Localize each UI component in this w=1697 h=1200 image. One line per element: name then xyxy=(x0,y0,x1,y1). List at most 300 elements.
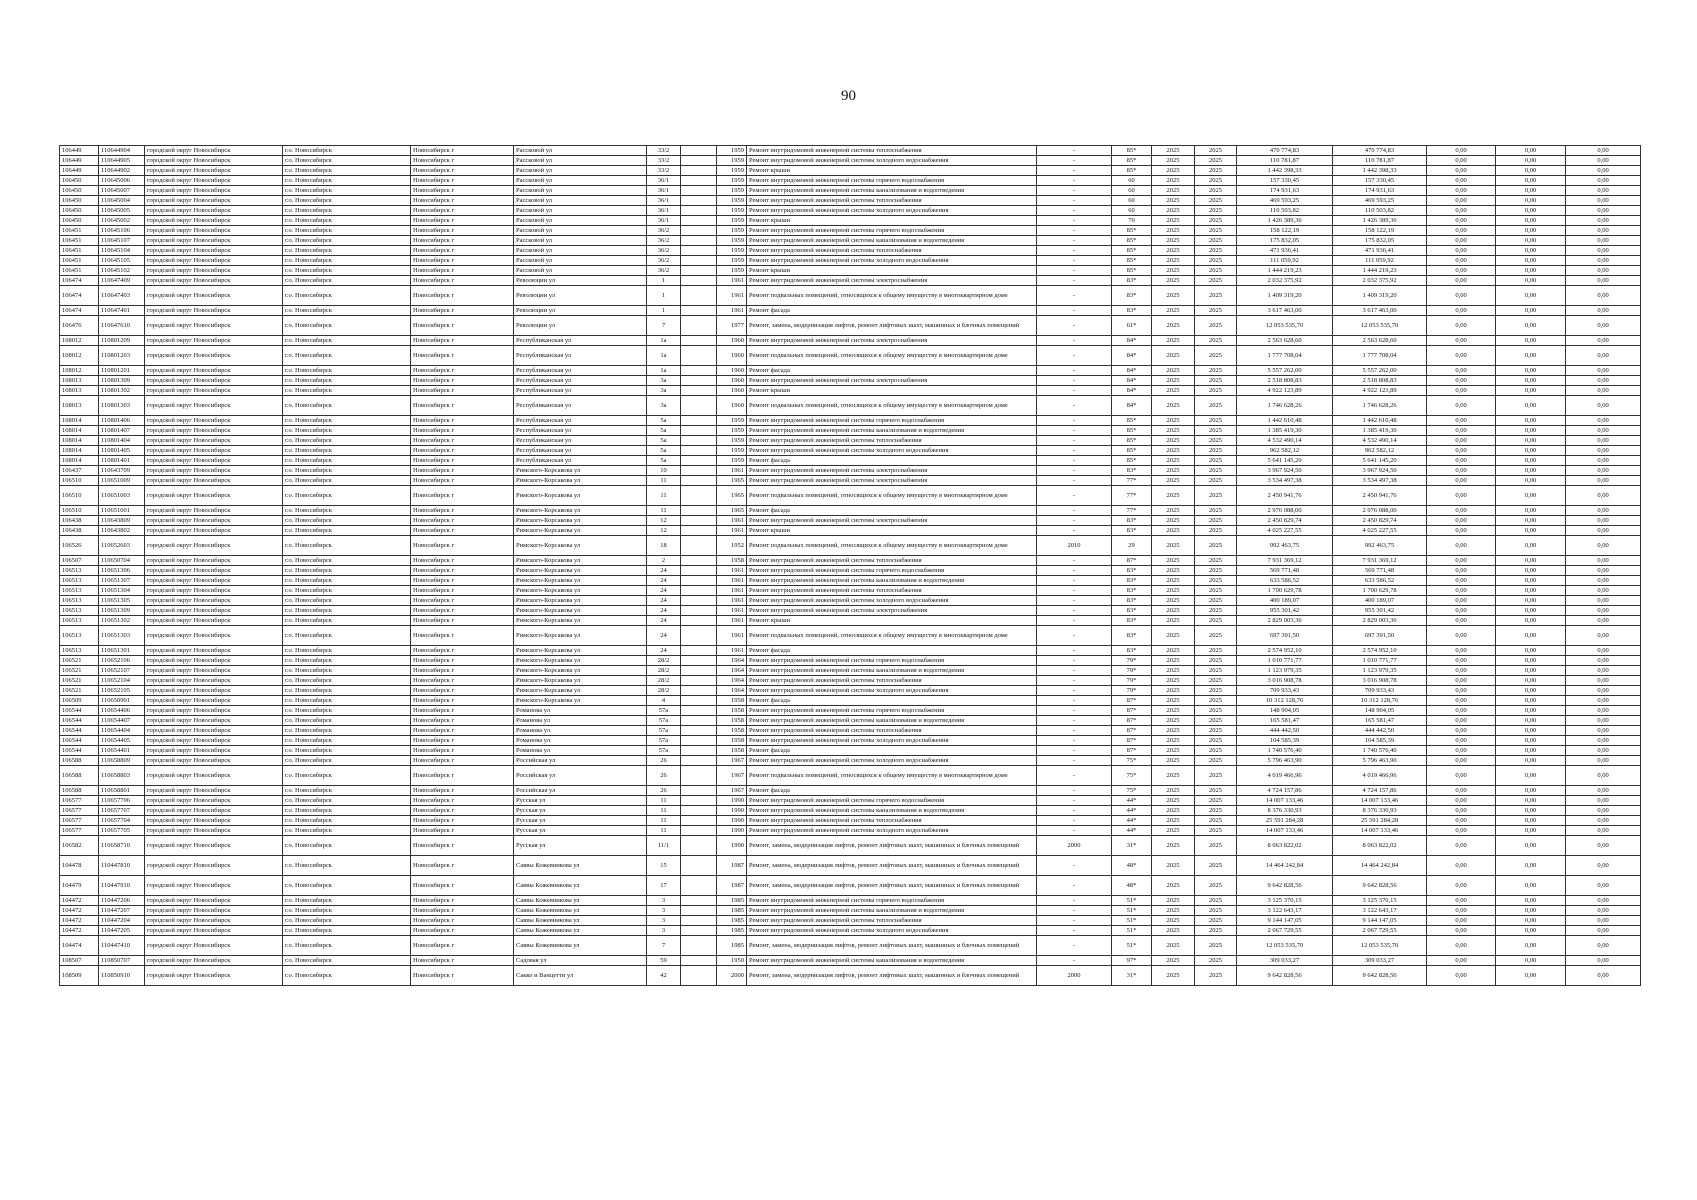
cell-total-cost: 110 503,82 xyxy=(1237,206,1333,216)
cell-plan-year-end: 2025 xyxy=(1195,666,1237,676)
cell-district: г.о. Новосибирск xyxy=(283,186,411,196)
cell-wear: 84* xyxy=(1112,366,1152,376)
cell-municipality: городской округ Новосибирск xyxy=(145,516,283,526)
cell-federal-funds: 0,00 xyxy=(1427,716,1496,726)
cell-street: Рассковой ул xyxy=(514,176,647,186)
cell-wear: 83* xyxy=(1112,616,1152,626)
cell-federal-funds: 0,00 xyxy=(1427,226,1496,236)
cell-regional-funds: 0,00 xyxy=(1496,726,1566,736)
cell-total-cost: 2 518 808,83 xyxy=(1237,376,1333,386)
cell-federal-funds: 0,00 xyxy=(1427,256,1496,266)
cell-build-year: 1959 xyxy=(717,226,747,236)
cell-city: Новосибирск г xyxy=(411,196,514,206)
cell-plan-year-start: 2025 xyxy=(1152,926,1195,936)
cell-last-repair-year: - xyxy=(1037,316,1112,336)
cell-plan-year-end: 2025 xyxy=(1195,366,1237,376)
cell-plan-year-end: 2025 xyxy=(1195,346,1237,366)
cell-city: Новосибирск г xyxy=(411,396,514,416)
cell-last-repair-year: 2010 xyxy=(1037,536,1112,556)
cell-house-number: 36/2 xyxy=(647,256,681,266)
table-row xyxy=(60,556,1641,566)
cell-last-repair-year: - xyxy=(1037,336,1112,346)
table-row xyxy=(60,416,1641,426)
cell-plan-year-start: 2025 xyxy=(1152,336,1195,346)
cell-last-repair-year: - xyxy=(1037,236,1112,246)
table-row xyxy=(60,716,1641,726)
cell-fund-cost: 10 312 128,76 xyxy=(1333,696,1427,706)
cell-extra xyxy=(681,456,717,466)
table-row xyxy=(60,276,1641,286)
cell-district: г.о. Новосибирск xyxy=(283,746,411,756)
cell-federal-funds: 0,00 xyxy=(1427,646,1496,656)
cell-plan-year-end: 2025 xyxy=(1195,646,1237,656)
cell-plan-year-end: 2025 xyxy=(1195,576,1237,586)
cell-house-id: 108014 xyxy=(60,446,99,456)
cell-house-id: 106476 xyxy=(60,316,99,336)
cell-street: Революции ул xyxy=(514,316,647,336)
cell-extra xyxy=(681,906,717,916)
cell-city: Новосибирск г xyxy=(411,856,514,876)
cell-work-id: 110644904 xyxy=(99,146,145,156)
table-row xyxy=(60,436,1641,446)
cell-city: Новосибирск г xyxy=(411,286,514,306)
cell-plan-year-end: 2025 xyxy=(1195,416,1237,426)
cell-fund-cost: 569 771,48 xyxy=(1333,566,1427,576)
cell-regional-funds: 0,00 xyxy=(1496,966,1566,986)
cell-district: г.о. Новосибирск xyxy=(283,166,411,176)
cell-regional-funds: 0,00 xyxy=(1496,306,1566,316)
cell-district: г.о. Новосибирск xyxy=(283,436,411,446)
cell-federal-funds: 0,00 xyxy=(1427,206,1496,216)
cell-plan-year-end: 2025 xyxy=(1195,686,1237,696)
cell-work-type: Ремонт, замена, модернизация лифтов, ремонт лифтовых шахт, машинных и блочных помещений xyxy=(747,836,1037,856)
cell-build-year: 1960 xyxy=(717,386,747,396)
cell-fund-cost: 1 123 979,35 xyxy=(1333,666,1427,676)
cell-plan-year-end: 2025 xyxy=(1195,286,1237,306)
cell-last-repair-year: - xyxy=(1037,506,1112,516)
cell-extra xyxy=(681,806,717,816)
cell-plan-year-start: 2025 xyxy=(1152,276,1195,286)
cell-local-funds: 0,00 xyxy=(1566,786,1641,796)
cell-wear: 85* xyxy=(1112,426,1152,436)
table-row xyxy=(60,176,1641,186)
cell-federal-funds: 0,00 xyxy=(1427,526,1496,536)
cell-plan-year-start: 2025 xyxy=(1152,686,1195,696)
table-row xyxy=(60,656,1641,666)
cell-work-type: Ремонт внутридомовой инженерной системы канализования и водоотведения xyxy=(747,576,1037,586)
cell-extra xyxy=(681,556,717,566)
cell-work-type: Ремонт подвальных помещений, относящихся к общему имуществу в многоквартирном доме xyxy=(747,286,1037,306)
cell-extra xyxy=(681,476,717,486)
cell-municipality: городской округ Новосибирск xyxy=(145,336,283,346)
cell-work-type: Ремонт внутридомовой инженерной системы электроснабжения xyxy=(747,516,1037,526)
cell-plan-year-start: 2025 xyxy=(1152,486,1195,506)
cell-regional-funds: 0,00 xyxy=(1496,586,1566,596)
cell-regional-funds: 0,00 xyxy=(1496,616,1566,626)
cell-regional-funds: 0,00 xyxy=(1496,656,1566,666)
cell-last-repair-year: - xyxy=(1037,786,1112,796)
cell-last-repair-year: 2000 xyxy=(1037,966,1112,986)
cell-city: Новосибирск г xyxy=(411,336,514,346)
table-row xyxy=(60,526,1641,536)
table-row xyxy=(60,516,1641,526)
cell-local-funds: 0,00 xyxy=(1566,816,1641,826)
cell-fund-cost: 3 016 908,78 xyxy=(1333,676,1427,686)
cell-work-id: 110652104 xyxy=(99,676,145,686)
table-row xyxy=(60,806,1641,816)
cell-house-number: 36/1 xyxy=(647,206,681,216)
cell-regional-funds: 0,00 xyxy=(1496,766,1566,786)
cell-plan-year-start: 2025 xyxy=(1152,586,1195,596)
cell-plan-year-end: 2025 xyxy=(1195,766,1237,786)
cell-wear: 31* xyxy=(1112,836,1152,856)
cell-local-funds: 0,00 xyxy=(1566,266,1641,276)
cell-last-repair-year: - xyxy=(1037,566,1112,576)
cell-local-funds: 0,00 xyxy=(1566,286,1641,306)
cell-wear: 84* xyxy=(1112,386,1152,396)
cell-work-type: Ремонт фасада xyxy=(747,456,1037,466)
cell-house-id: 106507 xyxy=(60,556,99,566)
table-row xyxy=(60,826,1641,836)
cell-municipality: городской округ Новосибирск xyxy=(145,386,283,396)
cell-fund-cost: 1 442 610,48 xyxy=(1333,416,1427,426)
cell-work-type: Ремонт внутридомовой инженерной системы теплоснабжения xyxy=(747,146,1037,156)
cell-work-type: Ремонт фасада xyxy=(747,506,1037,516)
cell-build-year: 1990 xyxy=(717,836,747,856)
cell-wear: 85* xyxy=(1112,416,1152,426)
cell-regional-funds: 0,00 xyxy=(1496,396,1566,416)
cell-city: Новосибирск г xyxy=(411,576,514,586)
cell-local-funds: 0,00 xyxy=(1566,436,1641,446)
cell-house-id: 108014 xyxy=(60,426,99,436)
cell-build-year: 1961 xyxy=(717,626,747,646)
cell-last-repair-year: - xyxy=(1037,746,1112,756)
cell-wear: 87* xyxy=(1112,736,1152,746)
cell-city: Новосибирск г xyxy=(411,596,514,606)
cell-work-type: Ремонт внутридомовой инженерной системы электроснабжения xyxy=(747,276,1037,286)
cell-district: г.о. Новосибирск xyxy=(283,266,411,276)
cell-city: Новосибирск г xyxy=(411,266,514,276)
cell-build-year: 1961 xyxy=(717,276,747,286)
cell-local-funds: 0,00 xyxy=(1566,656,1641,666)
cell-total-cost: 4 724 157,86 xyxy=(1237,786,1333,796)
cell-house-id: 106449 xyxy=(60,156,99,166)
cell-plan-year-start: 2025 xyxy=(1152,906,1195,916)
cell-plan-year-start: 2025 xyxy=(1152,936,1195,956)
cell-municipality: городской округ Новосибирск xyxy=(145,216,283,226)
cell-local-funds: 0,00 xyxy=(1566,426,1641,436)
cell-wear: 51* xyxy=(1112,896,1152,906)
cell-house-id: 106449 xyxy=(60,166,99,176)
cell-regional-funds: 0,00 xyxy=(1496,266,1566,276)
cell-work-type: Ремонт крыши xyxy=(747,616,1037,626)
cell-fund-cost: 471 936,41 xyxy=(1333,246,1427,256)
cell-district: г.о. Новосибирск xyxy=(283,156,411,166)
cell-municipality: городской округ Новосибирск xyxy=(145,446,283,456)
cell-wear: 87* xyxy=(1112,716,1152,726)
cell-street: Саввы Кожевникова ул xyxy=(514,926,647,936)
table-row xyxy=(60,236,1641,246)
cell-total-cost: 14 464 242,84 xyxy=(1237,856,1333,876)
cell-plan-year-start: 2025 xyxy=(1152,966,1195,986)
cell-street: Рассковой ул xyxy=(514,256,647,266)
cell-city: Новосибирск г xyxy=(411,156,514,166)
cell-plan-year-start: 2025 xyxy=(1152,816,1195,826)
cell-local-funds: 0,00 xyxy=(1566,746,1641,756)
cell-street: Рассковой ул xyxy=(514,226,647,236)
cell-plan-year-end: 2025 xyxy=(1195,376,1237,386)
cell-regional-funds: 0,00 xyxy=(1496,146,1566,156)
cell-house-number: 15 xyxy=(647,856,681,876)
cell-work-id: 110651009 xyxy=(99,476,145,486)
cell-plan-year-end: 2025 xyxy=(1195,806,1237,816)
cell-fund-cost: 4 025 227,55 xyxy=(1333,526,1427,536)
cell-district: г.о. Новосибирск xyxy=(283,556,411,566)
cell-district: г.о. Новосибирск xyxy=(283,656,411,666)
cell-last-repair-year: - xyxy=(1037,366,1112,376)
cell-build-year: 1959 xyxy=(717,206,747,216)
cell-work-id: 110650901 xyxy=(99,696,145,706)
cell-extra xyxy=(681,306,717,316)
cell-last-repair-year: - xyxy=(1037,246,1112,256)
cell-build-year: 1959 xyxy=(717,266,747,276)
cell-street: Рассковой ул xyxy=(514,246,647,256)
cell-district: г.о. Новосибирск xyxy=(283,516,411,526)
cell-district: г.о. Новосибирск xyxy=(283,726,411,736)
cell-district: г.о. Новосибирск xyxy=(283,646,411,656)
cell-city: Новосибирск г xyxy=(411,416,514,426)
cell-street: Республиканская ул xyxy=(514,436,647,446)
cell-plan-year-start: 2025 xyxy=(1152,186,1195,196)
cell-municipality: городской округ Новосибирск xyxy=(145,696,283,706)
cell-total-cost: 9 144 147,05 xyxy=(1237,916,1333,926)
cell-regional-funds: 0,00 xyxy=(1496,226,1566,236)
cell-house-id: 106474 xyxy=(60,286,99,306)
cell-last-repair-year: - xyxy=(1037,726,1112,736)
cell-last-repair-year: - xyxy=(1037,476,1112,486)
cell-plan-year-start: 2025 xyxy=(1152,386,1195,396)
cell-regional-funds: 0,00 xyxy=(1496,666,1566,676)
cell-plan-year-start: 2025 xyxy=(1152,566,1195,576)
cell-city: Новосибирск г xyxy=(411,676,514,686)
cell-district: г.о. Новосибирск xyxy=(283,276,411,286)
cell-plan-year-start: 2025 xyxy=(1152,626,1195,646)
cell-district: г.о. Новосибирск xyxy=(283,876,411,896)
cell-wear: 75* xyxy=(1112,786,1152,796)
cell-work-id: 110447910 xyxy=(99,876,145,896)
cell-house-number: 11/1 xyxy=(647,836,681,856)
cell-last-repair-year: 2000 xyxy=(1037,836,1112,856)
cell-plan-year-start: 2025 xyxy=(1152,746,1195,756)
cell-house-number: 3 xyxy=(647,896,681,906)
cell-house-id: 108012 xyxy=(60,346,99,366)
cell-fund-cost: 1 777 708,04 xyxy=(1333,346,1427,366)
cell-district: г.о. Новосибирск xyxy=(283,246,411,256)
cell-plan-year-start: 2025 xyxy=(1152,766,1195,786)
cell-total-cost: 1 746 628,26 xyxy=(1237,396,1333,416)
cell-build-year: 1964 xyxy=(717,656,747,666)
cell-federal-funds: 0,00 xyxy=(1427,746,1496,756)
cell-house-id: 106544 xyxy=(60,736,99,746)
cell-plan-year-start: 2025 xyxy=(1152,736,1195,746)
cell-work-id: 110643809 xyxy=(99,516,145,526)
cell-fund-cost: 1 746 628,26 xyxy=(1333,396,1427,416)
cell-last-repair-year: - xyxy=(1037,306,1112,316)
cell-extra xyxy=(681,826,717,836)
cell-plan-year-end: 2025 xyxy=(1195,716,1237,726)
cell-district: г.о. Новосибирск xyxy=(283,896,411,906)
cell-regional-funds: 0,00 xyxy=(1496,816,1566,826)
cell-last-repair-year: - xyxy=(1037,226,1112,236)
cell-extra xyxy=(681,746,717,756)
cell-local-funds: 0,00 xyxy=(1566,616,1641,626)
cell-federal-funds: 0,00 xyxy=(1427,786,1496,796)
cell-house-id: 106513 xyxy=(60,596,99,606)
cell-local-funds: 0,00 xyxy=(1566,316,1641,336)
cell-work-id: 110657704 xyxy=(99,816,145,826)
cell-federal-funds: 0,00 xyxy=(1427,176,1496,186)
cell-street: Рассковой ул xyxy=(514,186,647,196)
cell-federal-funds: 0,00 xyxy=(1427,556,1496,566)
cell-fund-cost: 158 122,19 xyxy=(1333,226,1427,236)
capital-repair-table-container xyxy=(59,145,1609,986)
cell-regional-funds: 0,00 xyxy=(1496,676,1566,686)
cell-wear: 51* xyxy=(1112,916,1152,926)
cell-wear: 77* xyxy=(1112,476,1152,486)
cell-wear: 75* xyxy=(1112,766,1152,786)
cell-street: Республиканская ул xyxy=(514,446,647,456)
cell-work-type: Ремонт внутридомовой инженерной системы холодного водоснабжения xyxy=(747,446,1037,456)
cell-house-id: 106510 xyxy=(60,476,99,486)
cell-build-year: 1985 xyxy=(717,916,747,926)
cell-plan-year-end: 2025 xyxy=(1195,656,1237,666)
cell-district: г.о. Новосибирск xyxy=(283,956,411,966)
cell-work-id: 110645107 xyxy=(99,236,145,246)
cell-last-repair-year: - xyxy=(1037,666,1112,676)
cell-last-repair-year: - xyxy=(1037,876,1112,896)
table-row xyxy=(60,156,1641,166)
cell-work-type: Ремонт подвальных помещений, относящихся к общему имуществу в многоквартирном доме xyxy=(747,766,1037,786)
cell-local-funds: 0,00 xyxy=(1566,666,1641,676)
cell-work-type: Ремонт фасада xyxy=(747,366,1037,376)
cell-regional-funds: 0,00 xyxy=(1496,316,1566,336)
cell-city: Новосибирск г xyxy=(411,186,514,196)
cell-total-cost: 110 781,87 xyxy=(1237,156,1333,166)
cell-street: Рассковой ул xyxy=(514,196,647,206)
cell-federal-funds: 0,00 xyxy=(1427,396,1496,416)
cell-fund-cost: 709 933,43 xyxy=(1333,686,1427,696)
cell-plan-year-end: 2025 xyxy=(1195,246,1237,256)
cell-extra xyxy=(681,446,717,456)
cell-municipality: городской округ Новосибирск xyxy=(145,166,283,176)
table-row xyxy=(60,456,1641,466)
cell-city: Новосибирск г xyxy=(411,526,514,536)
cell-house-number: 18 xyxy=(647,536,681,556)
cell-plan-year-end: 2025 xyxy=(1195,196,1237,206)
cell-house-number: 24 xyxy=(647,606,681,616)
cell-total-cost: 962 582,12 xyxy=(1237,446,1333,456)
cell-house-number: 42 xyxy=(647,966,681,986)
cell-work-type: Ремонт крыши xyxy=(747,216,1037,226)
cell-fund-cost: 157 330,45 xyxy=(1333,176,1427,186)
cell-fund-cost: 110 781,87 xyxy=(1333,156,1427,166)
cell-wear: 44* xyxy=(1112,816,1152,826)
cell-federal-funds: 0,00 xyxy=(1427,156,1496,166)
cell-work-type: Ремонт внутридомовой инженерной системы теплоснабжения xyxy=(747,586,1037,596)
cell-street: Римского-Корсакова ул xyxy=(514,506,647,516)
cell-total-cost: 2 829 003,36 xyxy=(1237,616,1333,626)
cell-federal-funds: 0,00 xyxy=(1427,676,1496,686)
cell-plan-year-end: 2025 xyxy=(1195,586,1237,596)
cell-district: г.о. Новосибирск xyxy=(283,626,411,646)
cell-last-repair-year: - xyxy=(1037,196,1112,206)
cell-plan-year-end: 2025 xyxy=(1195,526,1237,536)
cell-district: г.о. Новосибирск xyxy=(283,206,411,216)
cell-regional-funds: 0,00 xyxy=(1496,686,1566,696)
cell-extra xyxy=(681,896,717,906)
cell-house-id: 106588 xyxy=(60,756,99,766)
cell-work-type: Ремонт крыши xyxy=(747,386,1037,396)
cell-build-year: 2000 xyxy=(717,966,747,986)
cell-last-repair-year: - xyxy=(1037,926,1112,936)
cell-local-funds: 0,00 xyxy=(1566,736,1641,746)
cell-regional-funds: 0,00 xyxy=(1496,876,1566,896)
cell-city: Новосибирск г xyxy=(411,786,514,796)
cell-fund-cost: 2 450 829,74 xyxy=(1333,516,1427,526)
cell-plan-year-end: 2025 xyxy=(1195,906,1237,916)
cell-plan-year-start: 2025 xyxy=(1152,526,1195,536)
cell-regional-funds: 0,00 xyxy=(1496,486,1566,506)
cell-federal-funds: 0,00 xyxy=(1427,936,1496,956)
cell-extra xyxy=(681,726,717,736)
cell-city: Новосибирск г xyxy=(411,556,514,566)
cell-build-year: 1961 xyxy=(717,306,747,316)
cell-plan-year-start: 2025 xyxy=(1152,166,1195,176)
cell-build-year: 1990 xyxy=(717,826,747,836)
cell-local-funds: 0,00 xyxy=(1566,626,1641,646)
page-number: 90 xyxy=(841,88,856,104)
cell-fund-cost: 1 442 398,33 xyxy=(1333,166,1427,176)
cell-house-number: 3 xyxy=(647,906,681,916)
cell-extra xyxy=(681,416,717,426)
cell-house-id: 106474 xyxy=(60,306,99,316)
cell-municipality: городской округ Новосибирск xyxy=(145,956,283,966)
cell-work-id: 110801209 xyxy=(99,336,145,346)
cell-extra xyxy=(681,276,717,286)
cell-plan-year-end: 2025 xyxy=(1195,786,1237,796)
cell-wear: 85* xyxy=(1112,236,1152,246)
cell-municipality: городской округ Новосибирск xyxy=(145,366,283,376)
cell-municipality: городской округ Новосибирск xyxy=(145,346,283,366)
cell-house-id: 106521 xyxy=(60,686,99,696)
cell-municipality: городской округ Новосибирск xyxy=(145,586,283,596)
cell-plan-year-end: 2025 xyxy=(1195,616,1237,626)
cell-regional-funds: 0,00 xyxy=(1496,466,1566,476)
cell-regional-funds: 0,00 xyxy=(1496,836,1566,856)
cell-plan-year-end: 2025 xyxy=(1195,626,1237,646)
cell-fund-cost: 962 582,12 xyxy=(1333,446,1427,456)
cell-total-cost: 5 641 145,20 xyxy=(1237,456,1333,466)
cell-total-cost: 2 976 088,00 xyxy=(1237,506,1333,516)
cell-local-funds: 0,00 xyxy=(1566,956,1641,966)
cell-city: Новосибирск г xyxy=(411,426,514,436)
cell-street: Республиканская ул xyxy=(514,396,647,416)
cell-municipality: городской округ Новосибирск xyxy=(145,266,283,276)
cell-municipality: городской округ Новосибирск xyxy=(145,276,283,286)
cell-last-repair-year: - xyxy=(1037,696,1112,706)
cell-plan-year-start: 2025 xyxy=(1152,246,1195,256)
table-row xyxy=(60,366,1641,376)
